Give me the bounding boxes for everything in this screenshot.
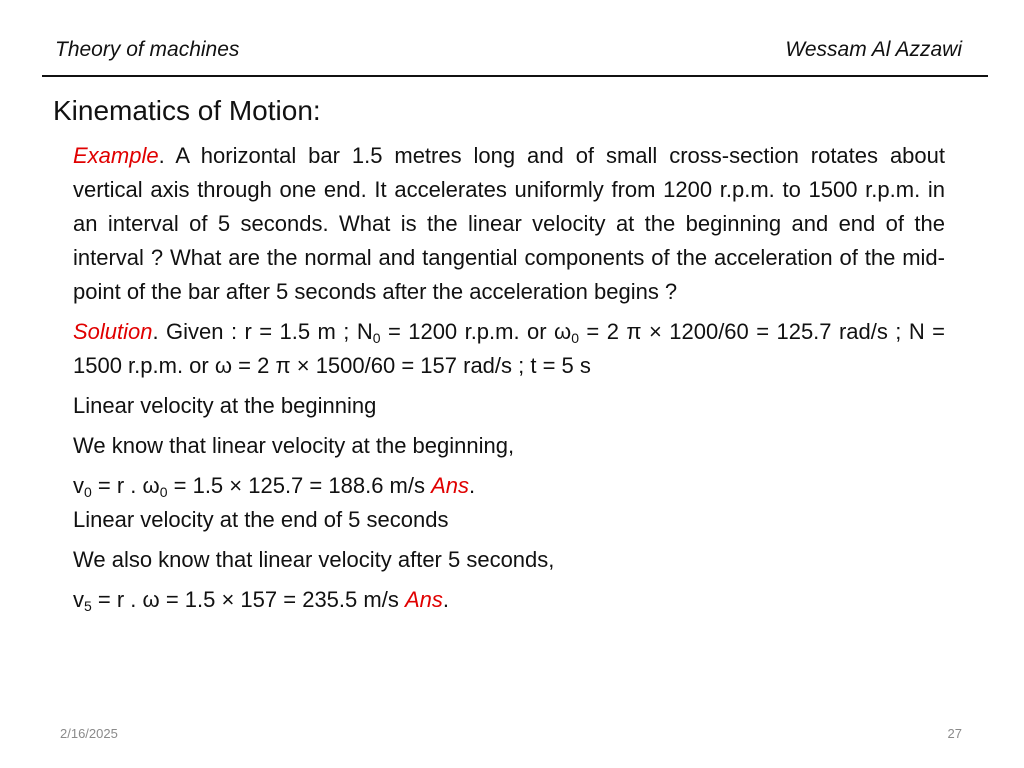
header-author: Wessam Al Azzawi	[785, 38, 962, 61]
slide-body	[73, 139, 945, 617]
equation-text: = 1.5 × 125.7 = 188.6 m/s	[167, 473, 432, 498]
equation-variable: v	[73, 473, 84, 498]
footer-date: 2/16/2025	[60, 726, 118, 741]
example-paragraph	[73, 139, 945, 309]
solution-given-text: . Given : r = 1.5 m ; N	[152, 319, 373, 344]
solution-subscript: 0	[372, 330, 381, 346]
equation-text: = r . ω	[91, 473, 160, 498]
footer-page-number: 27	[947, 726, 962, 741]
equation-subscript: 0	[84, 484, 92, 500]
example-text: . A horizontal bar 1.5 metres long and of small cross-section rotates about vertical axis through one end. It accelerates uniformly from 1200 r.p.m. to 1500 r.p.m. in an interval of 5 seconds. What is the linear velocity at the beginning and end of the interval ? What are the normal and tangential components of the acceleration of the mid-point of the bar after 5 seconds after the acceleration begins ?	[73, 143, 945, 304]
equation-subscript: 5	[84, 598, 92, 614]
equation-v5	[73, 583, 945, 617]
equation-text: = r . ω = 1.5 × 157 = 235.5 m/s	[91, 587, 405, 612]
equation-variable: v	[73, 587, 84, 612]
solution-paragraph	[73, 315, 945, 383]
end-velocity-heading: Linear velocity at the end of 5 seconds	[73, 507, 449, 532]
begin-velocity-intro: We know that linear velocity at the beginning,	[73, 433, 515, 458]
end-velocity-intro: We also know that linear velocity after 5 seconds,	[73, 547, 555, 572]
equation-end: .	[469, 473, 476, 498]
solution-given-text: = 2 π × 1200/60 = 125.7 rad/s ; N = 1500 r.p.m. or ω = 2 π × 1500/60 = 157 rad/s ; t = 5 s	[73, 319, 945, 378]
equation-subscript: 0	[159, 484, 168, 500]
example-label: Example	[73, 143, 159, 168]
solution-given-text: = 1200 r.p.m. or ω	[380, 319, 572, 344]
solution-label: Solution	[73, 319, 153, 344]
slide-title: Kinematics of Motion:	[53, 95, 321, 126]
header-divider	[42, 75, 988, 77]
header-course-title: Theory of machines	[55, 38, 240, 61]
answer-label: Ans	[431, 473, 470, 498]
answer-label: Ans	[404, 587, 443, 612]
begin-velocity-heading: Linear velocity at the beginning	[73, 393, 377, 418]
equation-end: .	[442, 587, 449, 612]
solution-subscript: 0	[571, 330, 579, 346]
equation-v0	[73, 469, 945, 503]
